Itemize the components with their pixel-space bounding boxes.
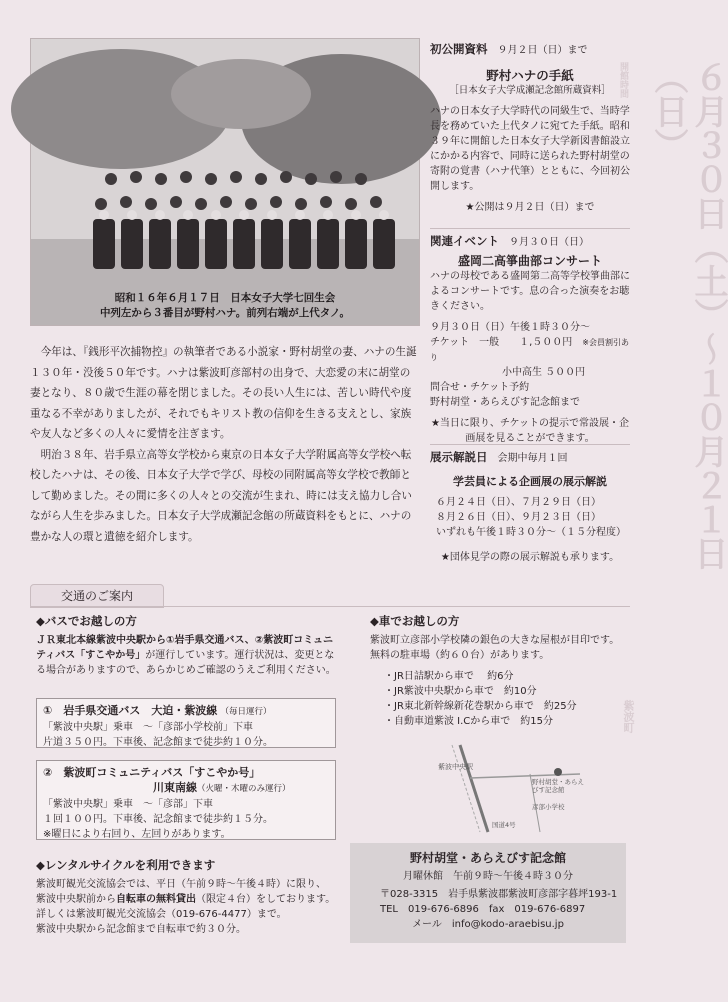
gallery-talk-dates-2: ８月２６日（日）、９月２３日（日） [436,512,601,523]
bus-route-2-line-3: ※曜日により右回り、左回りがあります。 [43,829,231,840]
first-release-title: 野村ハナの手紙 [486,68,574,83]
bus-route-1-line-2: 片道３５０円。下車後、記念館まで徒歩約１０分。 [43,737,273,748]
gallery-talk-dates-1: ６月２４日（日）、７月２９日（日） [436,497,601,508]
access-map [440,740,590,836]
first-release-note: ★公開は９月２日（日）まで [465,202,595,213]
event-discount-note: ※会員割引あり [430,338,629,362]
museum-postal: 〒028-3315 [380,889,439,900]
bus-route-2-box [36,760,336,840]
event-section [430,234,630,446]
gallery-talk-frequency: 会期中毎月１回 [497,453,568,464]
cycle-line-2a: 紫波中央駅前から [36,894,116,905]
divider [430,444,630,445]
bus-route-2-line-2: １回１００円。下車後、記念館まで徒歩約１５分。 [43,814,273,825]
bus-route-1-tag: （毎日運行） [220,707,272,717]
event-body: ハナの母校である盛岡第二高等学校箏曲部によるコンサートです。息の合った演奏をお聴きください。 [430,271,630,312]
event-ticket-general: 一般 １,５００円 [479,337,573,348]
divider [430,228,630,229]
cycle-line-1: 紫波町観光交流協会では、平日（午前９時～午後４時）に限り、 [36,879,326,890]
first-release-until: ９月２日（日）まで [497,45,588,56]
event-contact-2: 野村胡堂・あらえびす記念館まで [430,397,580,408]
bus-heading: ◆バスでお越しの方 [36,614,137,628]
gallery-talk-label: 展示解説日 [430,450,488,464]
museum-address: 岩手県紫波郡紫波町彦部字暮坪193-1 [448,889,618,900]
car-route-item: ・ JR日詰駅から車で 約6分 [384,669,626,684]
museum-tel-fax: TEL 019-676-6896 fax 019-676-6897 [380,904,586,915]
bus-route-2-subtitle: 川東南線 [153,781,197,794]
event-time: ９月３０日（日）午後１時３０分～ [430,322,590,333]
car-section [370,614,626,729]
museum-hours: 月曜休館 午前９時～午後４時３０分 [403,871,573,882]
exhibition-period-vertical: ６月３０日（土）～１０月２１日（日） [648,60,728,570]
gallery-talk-note: ★団体見学の際の展示解説も承ります。 [440,552,620,563]
first-release-subtitle: ［日本女子大学成瀬記念館所蔵資料］ [449,85,611,96]
event-ticket-label: チケット [430,337,470,348]
cycle-section [36,858,341,937]
group-photo-image [31,39,419,325]
event-title: 盛岡二高箏曲部コンサート [457,254,602,268]
car-route-item: ・ JR紫波中央駅から車で 約10分 [384,684,626,699]
museum-name: 野村胡堂・あらえびす記念館 [409,851,566,865]
map-station-label: 紫波中央駅 [438,763,473,771]
bus-route-1-title: ① 岩手県交通バス 大迫・紫波線 [43,704,218,717]
museum-email[interactable]: メール info@kodo-araebisu.jp [412,919,564,930]
bus-route-1-line-1: 「紫波中央駅」乗車 ～「彦部小学校前」下車 [43,722,253,733]
car-route-list [370,669,626,729]
first-release-body: ハナの日本女子大学時代の同級生で、当時学長を務めていた上代タノに宛てた手紙。昭和３９年に開館した日本女子大学新図書館設立にかかる内容で、同時に送られた野村胡堂の寄附の覚書（ハナ代筆）とともに、今回初公開します。 [430,106,630,192]
museum-info-box [350,843,626,943]
cycle-heading: ◆レンタルサイクルを利用できます [36,858,216,872]
event-date: ９月３０日（日） [509,237,589,248]
bus-intro-bold: ＪＲ東北本線紫波中央駅から①岩手県交通バス、②紫波町コミュニティバス「すこやか号」 [36,635,334,661]
transport-divider [30,606,630,607]
gallery-talk-section [430,450,630,565]
car-heading: ◆車でお越しの方 [370,614,460,628]
first-release-section [430,42,630,215]
bus-intro-rest: が運行しています。運行状況は、変更となる場合がありますので、あらかじめご確認のうえご利用ください。 [36,650,336,676]
map-museum-label: 野村胡堂・あらえびす記念館 [532,778,584,794]
event-note: ★当日に限り、チケットの提示で常設展・企画展を見ることができます。 [430,418,630,444]
hours-badge-vertical: 開館時間 [618,62,628,98]
bus-route-1-box [36,698,336,748]
event-ticket-child: 小中高生 ５００円 [502,367,586,378]
side-badge-vertical: 紫波町 [622,700,635,733]
photo-caption-line2: 中列左から３番目が野村ハナ。前列右端が上代タノ。 [99,307,351,319]
car-line-1: 紫波町立彦部小学校隣の銀色の大きな屋根が目印です。 [370,635,620,646]
gallery-talk-title: 学芸員による企画展の展示解説 [453,475,607,488]
bus-route-2-tag: （火曜・木曜のみ運行） [197,784,291,794]
car-line-2: 無料の駐車場（約６０台）があります。 [370,650,550,661]
cycle-line-2b: 自転車の無料貸出 [116,894,196,905]
car-route-item: ・ JR東北新幹線新花巻駅から車で 約25分 [384,699,626,714]
car-route-item: ・ 自動車道紫波 I.Cから車で 約15分 [384,714,626,729]
bus-route-2-line-1: 「紫波中央駅」乗車 ～「彦部」下車 [43,799,213,810]
map-school-label: 彦部小学校 [532,803,565,811]
map-road-label: 国道4号 [492,821,516,829]
intro-text [30,342,418,574]
cycle-line-2c: （限定４台）をしております。詳しくは紫波町観光交流協会（019-676-4477）まで。 [36,894,336,920]
intro-paragraph-1: 今年は、『銭形平次捕物控』の執筆者である小説家・野村胡堂の妻、ハナの生誕１３０年・没後５０年です。ハナは紫波町彦部村の出身で、大恋愛の末に胡堂の妻となり、８０歳で生涯の幕を閉じました。その長い人生には、苦しい時代や度重なる不幸がありましたが、それでもキリスト教の信仰を生きる支えとし、家族や友人など多くの人々に愛情を注ぎます。 [30,346,417,440]
bus-route-2-title: ② 紫波町コミュニティバス「すこやか号」 [43,766,261,779]
event-label: 関連イベント [430,234,499,248]
event-contact-1: 問合せ・チケット予約 [430,382,530,393]
gallery-talk-time: いずれも午後１時３０分～（１５分程度） [436,527,626,538]
bus-section [36,614,336,678]
first-release-label: 初公開資料 [430,42,488,56]
cycle-line-3: 紫波中央駅から記念館まで自転車で約３０分。 [36,924,246,935]
photo-caption-line1: 昭和１６年６月１７日 日本女子大学七回生会 [114,292,336,304]
transport-tab: 交通のご案内 [30,584,164,608]
group-photo [30,38,420,326]
intro-paragraph-2: 明治３８年、岩手県立高等女学校から東京の日本女子大学附属高等女学校へ転校したハナは、その後、日本女子大学で学び、母校の同附属高等女学校で教師として勤めました。その間に多くの人々との交流が生まれ、時には支え協力し合いながら人生を歩みました。日本女子大学成瀬記念館の所蔵資料をもとに、ハナの豊かな人の環と遺徳を紹介します。 [30,448,413,543]
